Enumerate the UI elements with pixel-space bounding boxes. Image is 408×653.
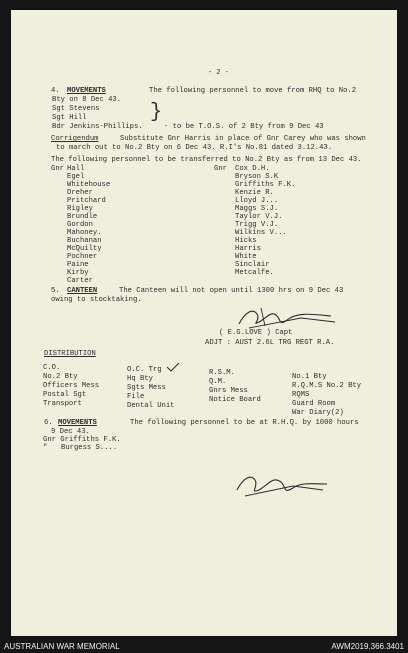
person-name: Pritchard <box>67 197 106 205</box>
person-name: Hicks <box>235 237 257 245</box>
distribution-item: Guard Room <box>292 400 336 408</box>
document-page <box>11 10 397 636</box>
person-name: Pochner <box>67 253 98 261</box>
section-number: 5. <box>51 287 60 295</box>
person-name: Cox D.H. <box>235 165 270 173</box>
distribution-item: File <box>127 393 145 401</box>
body-line: Substitute Gnr Harris in place of Gnr Carey who was shown <box>120 135 366 143</box>
rank-label: Gnr <box>214 165 227 173</box>
distribution-item: No.2 Bty <box>43 373 78 381</box>
person-name: Carter <box>67 277 93 285</box>
corrigendum-heading: Corrigendum <box>51 135 99 143</box>
distribution-item: Notice Board <box>209 396 261 404</box>
handwritten-signature <box>231 304 341 332</box>
ditto-mark: " <box>43 444 48 452</box>
person-name: Wilkins V... <box>235 229 287 237</box>
distribution-item: Gnrs Mess <box>209 387 248 395</box>
body-line: The Canteen will not open until 1300 hrs on 9 Dec 43 <box>119 287 344 295</box>
person-name: McQuilty <box>67 245 102 253</box>
section-number: 4. <box>51 87 60 95</box>
distribution-item: No.1 Bty <box>292 373 327 381</box>
check-mark-icon <box>166 362 180 372</box>
person-name: Sgt Stevens <box>52 105 100 113</box>
person-name: Rigley <box>67 205 93 213</box>
person-name: Metcalfe. <box>235 269 274 277</box>
body-line: The following personnel to be transferred to No.2 Bty as from 13 Dec 43. <box>51 156 362 164</box>
person-name: Bryson S.K <box>235 173 279 181</box>
distribution-item: Dental Unit <box>127 402 175 410</box>
brace-mark: } <box>150 101 163 124</box>
footer-accession: AWM2019.366.3401 <box>331 642 404 651</box>
person-name: Hall <box>67 165 85 173</box>
person-name: Kirby <box>67 269 89 277</box>
body-line: owing to stocktaking. <box>51 296 142 304</box>
distribution-item: Hq Bty <box>127 375 153 383</box>
body-line: - to be T.O.S. of 2 Bty from 9 Dec 43 <box>164 123 324 131</box>
body-line: The following personnel to be at R.H.Q. by 1000 hours <box>130 419 359 427</box>
section-heading: MOVEMENTS <box>67 87 106 95</box>
handwritten-signature <box>231 472 331 502</box>
distribution-item: Postal Sgt <box>43 391 87 399</box>
distribution-item: RQMS <box>292 391 310 399</box>
body-line: to march out to No.2 Bty on 6 Dec 43. R.I's No.81 dated 3.12.43. <box>56 144 333 152</box>
distribution-item: Sgts Mess <box>127 384 166 392</box>
person-name: Egel <box>67 173 85 181</box>
body-line: 9 Dec 43. <box>51 428 90 436</box>
person-name: Bdr Jenkins-Phillips. <box>52 123 143 131</box>
person-name: Maggs S.J. <box>235 205 279 213</box>
distribution-heading: DISTRIBUTION <box>44 350 96 358</box>
page-number: - 2 - <box>208 69 230 77</box>
section-heading: CANTEEN <box>67 287 98 295</box>
person-name: Harris <box>235 245 261 253</box>
person-name: Paine <box>67 261 89 269</box>
person-name: Dreher <box>67 189 93 197</box>
body-line: The following personnel to move from RHQ to No.2 <box>149 87 357 95</box>
distribution-item: Transport <box>43 400 82 408</box>
person-name: Gordon <box>67 221 93 229</box>
person-name: Brundle <box>67 213 98 221</box>
person-name: Griffiths F.K. <box>235 181 296 189</box>
distribution-item: R.Q.M.S No.2 Bty <box>292 382 362 390</box>
signatory-title: ADJT : AUST 2.6L TRG REGT R.A. <box>205 339 335 347</box>
distribution-item: C.O. <box>43 364 61 372</box>
person-name: Gnr Griffiths F.K. <box>43 436 121 444</box>
distribution-item: R.S.M. <box>209 369 235 377</box>
distribution-item: Q.M. <box>209 378 227 386</box>
body-line: Bty on 8 Dec 43. <box>52 96 122 104</box>
signatory-name: ( E.G.LOVE ) Capt <box>219 329 293 337</box>
person-name: Trigg V.J. <box>235 221 279 229</box>
footer-credit: AUSTRALIAN WAR MEMORIAL <box>4 642 120 651</box>
rank-label: Gnr <box>51 165 64 173</box>
distribution-item: War Diary(2) <box>292 409 344 417</box>
section-heading: MOVEMENTS <box>58 419 97 427</box>
person-name: Whitehouse <box>67 181 111 189</box>
person-name: Sgt Hill <box>52 114 87 122</box>
distribution-item: Officers Mess <box>43 382 100 390</box>
person-name: White <box>235 253 257 261</box>
person-name: Sinclair <box>235 261 270 269</box>
distribution-item: O.C. Trg <box>127 366 162 374</box>
person-name: Taylor V.J. <box>235 213 283 221</box>
person-name: Lloyd J... <box>235 197 279 205</box>
section-number: 6. <box>44 419 53 427</box>
person-name: Buchanan <box>67 237 102 245</box>
person-name: Burgess S.... <box>61 444 118 452</box>
person-name: Kenzie R. <box>235 189 274 197</box>
person-name: Mahoney. <box>67 229 102 237</box>
